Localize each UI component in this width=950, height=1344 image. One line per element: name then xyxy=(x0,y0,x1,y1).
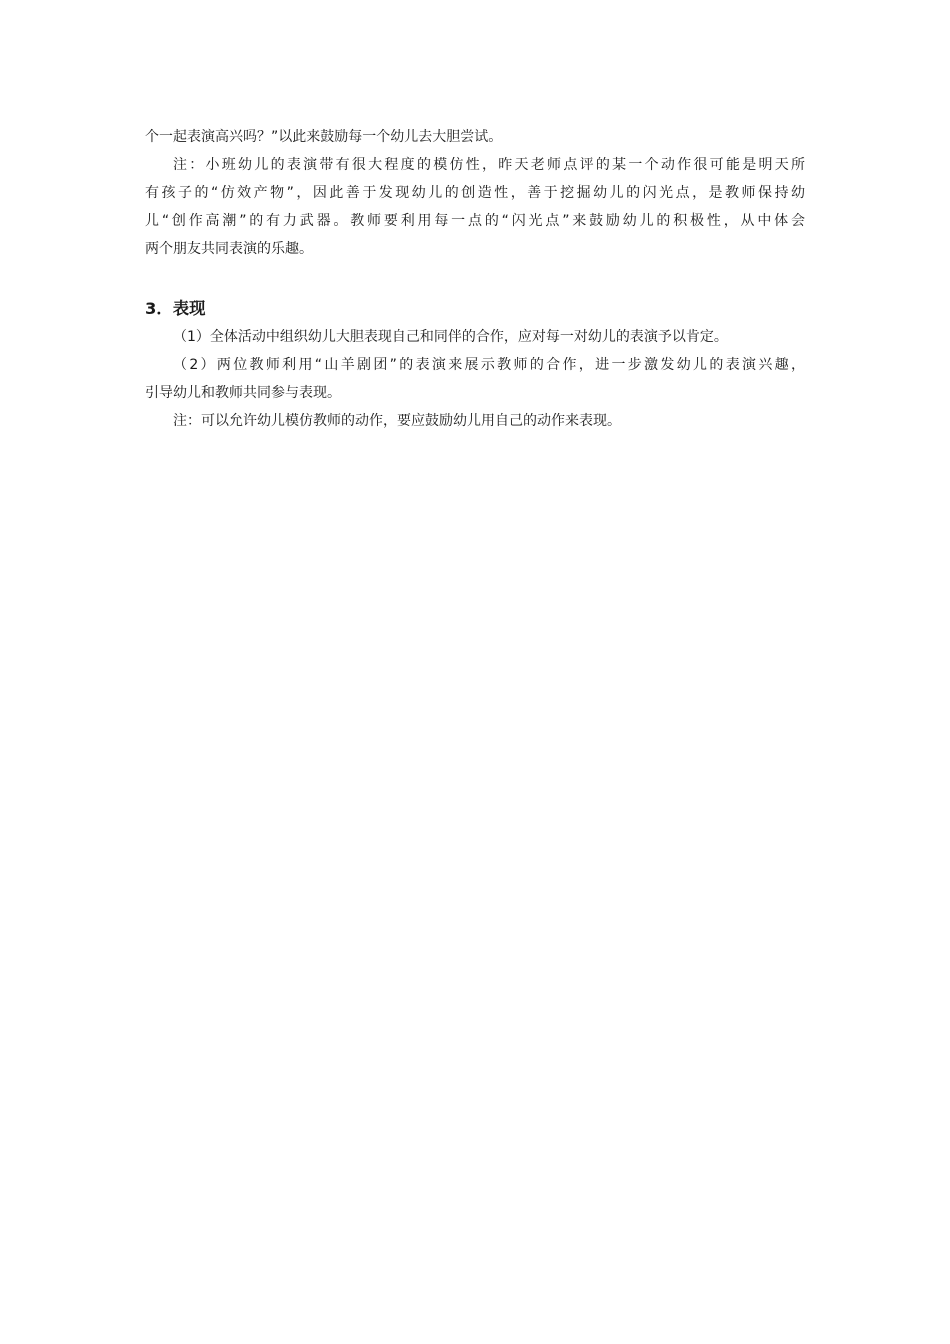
note1-line-2: 有孩子的“仿效产物”，因此善于发现幼儿的创造性，善于挖掘幼儿的闪光点，是教师保持幼 xyxy=(145,185,805,201)
section-3-item-2 xyxy=(145,351,805,407)
document-page xyxy=(145,123,805,435)
section-spacer xyxy=(145,263,805,295)
section-3-item-1: （1）全体活动中组织幼儿大胆表现自己和同伴的合作，应对每一对幼儿的表演予以肯定。 xyxy=(173,329,728,345)
section-3-note: 注：可以允许幼儿模仿教师的动作，要应鼓励幼儿用自己的动作来表现。 xyxy=(173,413,621,429)
note-paragraph-1 xyxy=(145,151,805,263)
paragraph-continued: 个一起表演高兴吗？”以此来鼓励每一个幼儿去大胆尝试。 xyxy=(145,129,503,145)
note1-line-1: 注：小班幼儿的表演带有很大程度的模仿性，昨天老师点评的某一个动作很可能是明天所 xyxy=(173,157,805,173)
section-3-item-2-line-1: （2）两位教师利用“山羊剧团”的表演来展示教师的合作，进一步激发幼儿的表演兴趣， xyxy=(173,357,805,373)
note1-line-3: 儿“创作高潮”的有力武器。教师要利用每一点的“闪光点”来鼓励幼儿的积极性，从中体会 xyxy=(145,213,805,229)
section-3-heading: 3．表现 xyxy=(145,299,206,318)
section-3-item-2-line-2: 引导幼儿和教师共同参与表现。 xyxy=(145,385,341,401)
note1-line-4: 两个朋友共同表演的乐趣。 xyxy=(145,241,313,257)
